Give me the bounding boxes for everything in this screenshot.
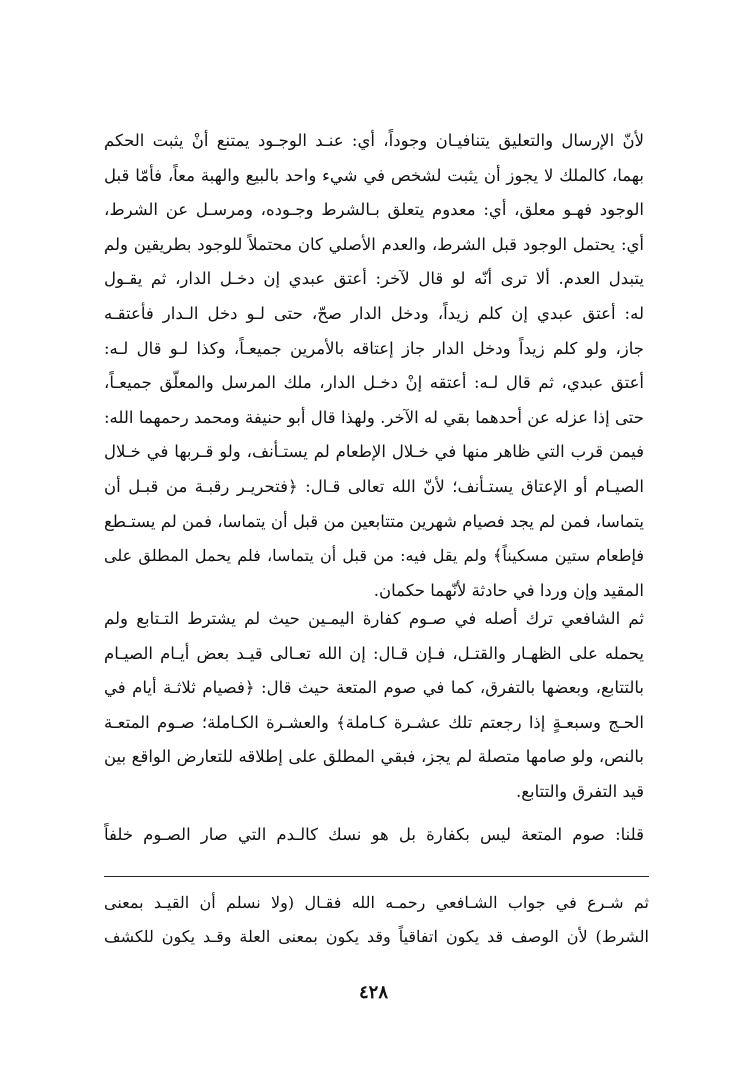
text-line: الحـج وسبعـةٍ إذا رجعتم تلك عشـرة كـاملة﴾ والعشـرة الكـاملة؛ صـوم المتعـة xyxy=(104,712,644,732)
paragraph-1 xyxy=(104,124,644,608)
text-line: فيمن قرب التي ظاهر منها في خـلال الإطعام لم يستـأنف، ولو قـربها في خـلال xyxy=(104,442,644,462)
footnote-line: الشرط) لأن الوصف قد يكون اتفاقياً وقد يكون بمعنى العلة وقـد يكون للكشف xyxy=(104,927,649,946)
text-line: بالتتابع، وبعضها بالتفرق، كما في صوم المتعة حيث قال: ﴿فصيام ثلاثـة أيام في xyxy=(104,678,644,698)
text-line: قلنا: صوم المتعة ليس بكفارة بل هو نسك كالـدم التي صار الصـوم خلفاً xyxy=(104,825,644,844)
footnote-line: ثم شـرع في جواب الشـافعي رحمـه الله فقـال (ولا نسلم أن القيـد بمعنى xyxy=(104,893,649,912)
text-line: حتى إذا عزله عن أحدهما بقي له الآخر. ولهذا قال أبو حنيفة ومحمد رحمهما الله: xyxy=(104,407,644,427)
text-line: بهما، كالملك لا يجوز أن يثبت لشخص في شيء واحد بالبيع والهبة معاً، فأمّا قبل xyxy=(104,165,644,185)
footnote xyxy=(104,886,649,954)
text-line: يتبدل العدم. ألا ترى أنّه لو قال لآخر: أعتق عبدي إن دخـل الدار، ثم يقـول xyxy=(104,269,644,289)
text-line: جاز، ولو كلم زيداً ودخل الدار جاز إعتاقه بالأمرين جميعـاً، وكذا لـو قال لـه: xyxy=(104,338,644,358)
text-line: فإطعام ستين مسكيناً﴾ ولم يقل فيه: من قبل أن يتماسا، فلم يحمل المطلق على xyxy=(104,546,644,566)
text-line: يتماسا، فمن لم يجد فصيام شهرين متتابعين من قبل أن يتماسا، فمن لم يستـطع xyxy=(104,511,644,531)
text-line: قيد التفرق والتتابع. xyxy=(515,781,644,801)
footnote-divider xyxy=(104,876,649,877)
paragraph-2 xyxy=(104,602,644,810)
text-line: المقيد وإن وردا في حادثة لأنّهما حكمان. xyxy=(373,580,644,600)
text-line: لأنّ الإرسال والتعليق يتنافيـان وجوداً، أي: عنـد الوجـود يمتنع أنْ يثبت الحكم xyxy=(104,131,644,150)
text-line: ثم الشافعي ترك أصله في صـوم كفارة اليمـين حيث لم يشترط التـتابع ولم xyxy=(104,609,644,628)
text-line: الوجود فهـو معلق، أي: معدوم يتعلق بـالشرط وجـوده، ومرسـل عن الشرط، xyxy=(104,200,644,220)
text-line: أعتق عبدي، ثم قال لـه: أعتقه إنْ دخـل الدار، ملك المرسل والمعلّق جميعـاً، xyxy=(104,373,644,393)
text-line: يحمله على الظهـار والقتـل، فـإن قـال: إن الله تعـالى قيـد بعض أيـام الصيـام xyxy=(104,643,644,663)
page-number: ٤٢٨ xyxy=(358,982,388,1003)
paragraph-3 xyxy=(104,818,644,853)
text-line: له: أعتق عبدي إن كلم زيداً، ودخل الدار صحّ، حتى لـو دخل الـدار فأعتقـه xyxy=(104,303,644,323)
text-line: أي: يحتمل الوجود قبل الشرط، والعدم الأصلي كان محتملاً للوجود بطريقين ولم xyxy=(104,234,644,254)
text-line: بالنص، ولو صامها متصلة لم يجز، فبقي المطلق على إطلاقه للتعارض الواقع بين xyxy=(104,747,644,767)
text-line: الصيـام أو الإعتاق يستـأنف؛ لأنّ الله تعالى قـال: ﴿فتحريـر رقبـة من قبـل أن xyxy=(104,476,644,496)
